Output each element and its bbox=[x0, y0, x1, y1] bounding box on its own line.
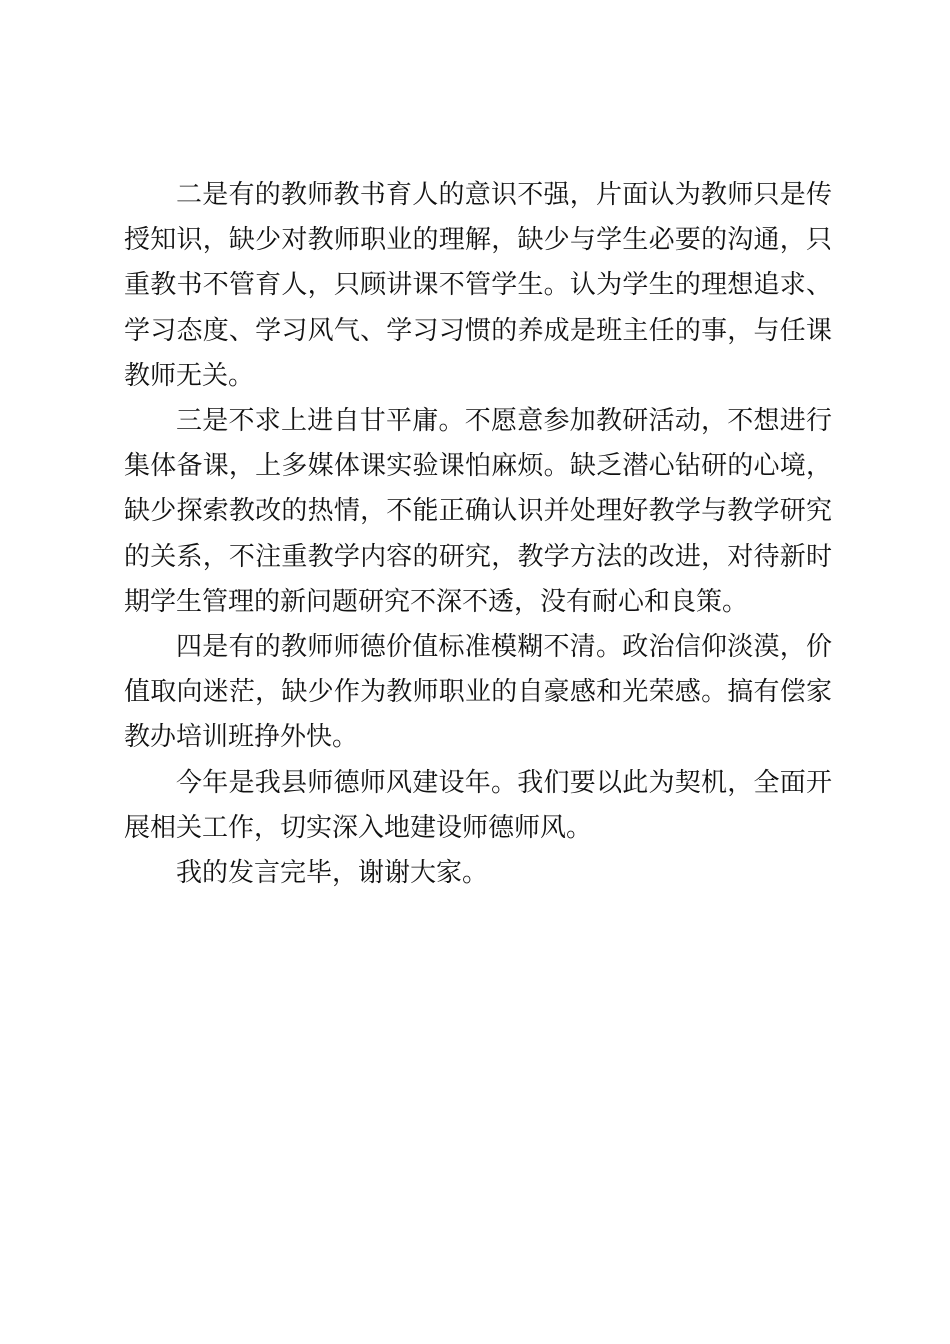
paragraph-no-progress: 三是不求上进自甘平庸。不愿意参加教研活动，不想进行集体备课，上多媒体课实验课怕麻烦。缺乏潜心钻研的心境，缺少探索教改的热情，不能正确认识并处理好教学与教学研究的关系，不注重教学内容的研究，教学方法的改进，对待新时期学生管理的新问题研究不深不透，没有耐心和良策。 bbox=[124, 406, 832, 617]
paragraph-construction-year: 今年是我县师德师风建设年。我们要以此为契机，全面开展相关工作，切实深入地建设师德师风。 bbox=[124, 767, 832, 843]
paragraph-closing: 我的发言完毕，谢谢大家。 bbox=[176, 858, 489, 889]
document-body bbox=[124, 173, 832, 896]
paragraph-teaching-awareness: 二是有的教师教书育人的意识不强，片面认为教师只是传授知识，缺少对教师职业的理解，缺少与学生必要的沟通，只重教书不管育人，只顾讲课不管学生。认为学生的理想追求、学习态度、学习风气、学习习惯的养成是班主任的事，与任课教师无关。 bbox=[124, 180, 832, 391]
paragraph-ethics-values: 四是有的教师师德价值标准模糊不清。政治信仰淡漠，价值取向迷茫，缺少作为教师职业的自豪感和光荣感。搞有偿家教办培训班挣外快。 bbox=[124, 632, 832, 753]
